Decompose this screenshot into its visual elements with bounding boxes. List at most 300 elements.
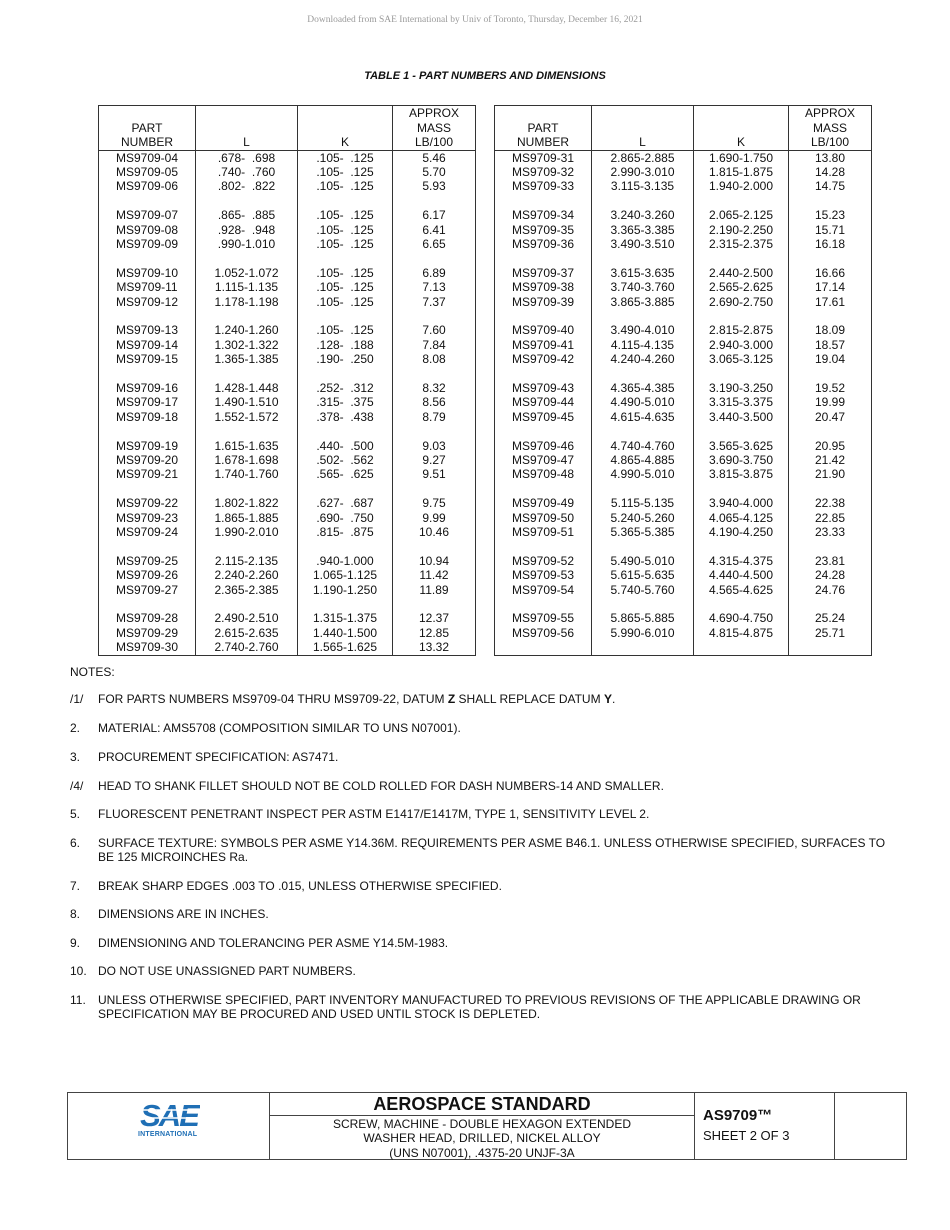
cell-k: .105- .125 (298, 165, 393, 179)
cell-l (592, 640, 694, 655)
cell-part-number (495, 640, 592, 655)
cell-l (592, 251, 694, 265)
note-number: /1/ (70, 692, 84, 706)
cell-part-number: MS9709-43 (495, 381, 592, 395)
cell-mass: 24.28 (789, 568, 872, 582)
cell-part-number: MS9709-41 (495, 338, 592, 352)
cell-l: 1.678-1.698 (196, 453, 298, 467)
cell-l: 5.240-5.260 (592, 511, 694, 525)
table-row-spacer (99, 367, 476, 381)
cell-mass: 11.89 (393, 583, 476, 597)
cell-part-number: MS9709-05 (99, 165, 196, 179)
sae-logo-cell (68, 1093, 270, 1159)
table-row (99, 150, 476, 165)
table-row (495, 381, 872, 395)
sae-logo-subtext: INTERNATIONAL (138, 1131, 198, 1138)
header-part-number: PART NUMBER (495, 106, 592, 151)
table-row (495, 323, 872, 337)
table-row (99, 496, 476, 510)
cell-part-number (495, 424, 592, 438)
cell-k: .105- .125 (298, 150, 393, 165)
cell-part-number (495, 194, 592, 208)
table-row (495, 410, 872, 424)
cell-part-number: MS9709-38 (495, 280, 592, 294)
cell-k: .815- .875 (298, 525, 393, 539)
cell-part-number: MS9709-34 (495, 208, 592, 222)
cell-part-number: MS9709-06 (99, 179, 196, 193)
table-row (495, 453, 872, 467)
table-row-spacer (99, 309, 476, 323)
cell-l: 3.490-4.010 (592, 323, 694, 337)
cell-mass: 19.04 (789, 352, 872, 366)
cell-mass (789, 482, 872, 496)
table-row (495, 467, 872, 481)
cell-part-number: MS9709-24 (99, 525, 196, 539)
cell-mass: 16.66 (789, 266, 872, 280)
cell-part-number: MS9709-40 (495, 323, 592, 337)
cell-k: .565- .625 (298, 467, 393, 481)
table-row (495, 626, 872, 640)
cell-mass: 8.56 (393, 395, 476, 409)
cell-mass: 6.17 (393, 208, 476, 222)
cell-l: 5.865-5.885 (592, 611, 694, 625)
cell-part-number (495, 367, 592, 381)
cell-mass: 9.03 (393, 439, 476, 453)
note-text: DIMENSIONING AND TOLERANCING PER ASME Y14.5M-1983. (98, 936, 449, 950)
cell-l (592, 367, 694, 381)
cell-k (298, 424, 393, 438)
cell-part-number: MS9709-37 (495, 266, 592, 280)
cell-k (694, 367, 789, 381)
cell-l: 1.302-1.322 (196, 338, 298, 352)
cell-l (592, 309, 694, 323)
cell-k: 3.440-3.500 (694, 410, 789, 424)
cell-l: 1.240-1.260 (196, 323, 298, 337)
note-text: BREAK SHARP EDGES .003 TO .015, UNLESS OTHERWISE SPECIFIED. (98, 879, 502, 893)
cell-l: 5.615-5.635 (592, 568, 694, 582)
cell-k: 2.565-2.625 (694, 280, 789, 294)
cell-mass (393, 367, 476, 381)
cell-l: 2.615-2.635 (196, 626, 298, 640)
table-row (99, 295, 476, 309)
note-item (70, 692, 890, 706)
cell-part-number: MS9709-32 (495, 165, 592, 179)
note-item (70, 879, 890, 893)
cell-mass (393, 539, 476, 553)
cell-part-number: MS9709-28 (99, 611, 196, 625)
cell-part-number (495, 482, 592, 496)
cell-part-number: MS9709-10 (99, 266, 196, 280)
note-number: 8. (70, 907, 81, 921)
table-row (495, 150, 872, 165)
cell-k (298, 309, 393, 323)
note-text: FOR PARTS NUMBERS MS9709-04 THRU MS9709-22, DATUM Z SHALL REPLACE DATUM Y. (98, 692, 616, 706)
table-row (495, 338, 872, 352)
cell-part-number (495, 539, 592, 553)
table-row (99, 395, 476, 409)
cell-part-number (99, 194, 196, 208)
cell-part-number: MS9709-23 (99, 511, 196, 525)
cell-k (694, 640, 789, 655)
cell-l: 5.740-5.760 (592, 583, 694, 597)
note-text: FLUORESCENT PENETRANT INSPECT PER ASTM E1417/E1417M, TYPE 1, SENSITIVITY LEVEL 2. (98, 807, 650, 821)
note-text: HEAD TO SHANK FILLET SHOULD NOT BE COLD ROLLED FOR DASH NUMBERS-14 AND SMALLER. (98, 779, 664, 793)
cell-part-number: MS9709-51 (495, 525, 592, 539)
document-number-cell (695, 1093, 835, 1159)
cell-l: 3.740-3.760 (592, 280, 694, 294)
cell-mass (393, 424, 476, 438)
cell-mass: 18.57 (789, 338, 872, 352)
table-row (495, 554, 872, 568)
notes-heading: NOTES: (70, 665, 115, 679)
cell-l: 2.115-2.135 (196, 554, 298, 568)
table-row (99, 352, 476, 366)
cell-part-number: MS9709-19 (99, 439, 196, 453)
cell-k: .105- .125 (298, 237, 393, 251)
cell-part-number: MS9709-42 (495, 352, 592, 366)
cell-part-number: MS9709-17 (99, 395, 196, 409)
cell-l: 3.365-3.385 (592, 223, 694, 237)
cell-part-number (99, 367, 196, 381)
cell-mass (393, 482, 476, 496)
cell-l: 2.990-3.010 (592, 165, 694, 179)
note-text: DIMENSIONS ARE IN INCHES. (98, 907, 269, 921)
table-row (495, 568, 872, 582)
cell-k: 2.440-2.500 (694, 266, 789, 280)
table-row (99, 453, 476, 467)
header-approx-mass: APPROX MASS LB/100 (393, 106, 476, 151)
note-item (70, 964, 890, 978)
cell-mass: 12.37 (393, 611, 476, 625)
header-part-number: PART NUMBER (99, 106, 196, 151)
cell-mass (789, 194, 872, 208)
cell-mass (789, 539, 872, 553)
cell-l: 2.740-2.760 (196, 640, 298, 655)
cell-k: 1.690-1.750 (694, 150, 789, 165)
cell-part-number: MS9709-30 (99, 640, 196, 655)
cell-l: 1.052-1.072 (196, 266, 298, 280)
cell-k: 4.565-4.625 (694, 583, 789, 597)
table-row-spacer (495, 309, 872, 323)
note-item (70, 779, 890, 793)
cell-part-number (99, 309, 196, 323)
cell-part-number: MS9709-22 (99, 496, 196, 510)
cell-l (196, 251, 298, 265)
cell-mass: 14.28 (789, 165, 872, 179)
cell-mass: 7.84 (393, 338, 476, 352)
cell-k: .105- .125 (298, 223, 393, 237)
cell-k: 4.315-4.375 (694, 554, 789, 568)
cell-part-number: MS9709-47 (495, 453, 592, 467)
note-number: 5. (70, 807, 81, 821)
cell-k (298, 251, 393, 265)
cell-part-number: MS9709-54 (495, 583, 592, 597)
table-row (495, 208, 872, 222)
cell-mass (789, 251, 872, 265)
cell-k: 4.065-4.125 (694, 511, 789, 525)
svg-text:SAE: SAE (140, 1099, 198, 1131)
cell-mass: 5.93 (393, 179, 476, 193)
cell-k: 2.190-2.250 (694, 223, 789, 237)
cell-mass: 15.71 (789, 223, 872, 237)
cell-k: 2.815-2.875 (694, 323, 789, 337)
cell-k: 4.815-4.875 (694, 626, 789, 640)
table-row (99, 467, 476, 481)
cell-mass: 15.23 (789, 208, 872, 222)
cell-l (196, 194, 298, 208)
cell-l: 1.740-1.760 (196, 467, 298, 481)
cell-part-number (99, 539, 196, 553)
cell-k: .105- .125 (298, 295, 393, 309)
cell-k: 3.815-3.875 (694, 467, 789, 481)
cell-k (298, 482, 393, 496)
cell-mass: 8.79 (393, 410, 476, 424)
table-row (99, 439, 476, 453)
note-number: /4/ (70, 779, 84, 793)
cell-mass: 25.24 (789, 611, 872, 625)
cell-part-number: MS9709-52 (495, 554, 592, 568)
table-row (99, 338, 476, 352)
cell-part-number: MS9709-20 (99, 453, 196, 467)
cell-k: 1.190-1.250 (298, 583, 393, 597)
cell-l: 3.615-3.635 (592, 266, 694, 280)
document-number: AS9709™ (703, 1107, 773, 1124)
table-row-spacer (99, 539, 476, 553)
table-row (99, 640, 476, 655)
table-row-spacer (99, 194, 476, 208)
cell-part-number: MS9709-36 (495, 237, 592, 251)
cell-part-number: MS9709-55 (495, 611, 592, 625)
cell-l: 2.865-2.885 (592, 150, 694, 165)
header-l: L (592, 106, 694, 151)
cell-k: 2.690-2.750 (694, 295, 789, 309)
cell-part-number (99, 424, 196, 438)
title-cell (270, 1093, 695, 1159)
cell-k: .105- .125 (298, 280, 393, 294)
cell-l: 2.365-2.385 (196, 583, 298, 597)
table-row (495, 237, 872, 251)
cell-k: 1.940-2.000 (694, 179, 789, 193)
cell-part-number: MS9709-45 (495, 410, 592, 424)
cell-l (196, 309, 298, 323)
cell-mass: 8.32 (393, 381, 476, 395)
cell-k: .105- .125 (298, 179, 393, 193)
cell-k: 2.065-2.125 (694, 208, 789, 222)
cell-part-number (99, 597, 196, 611)
cell-mass (789, 640, 872, 655)
cell-mass: 10.94 (393, 554, 476, 568)
cell-l (592, 539, 694, 553)
table-row (495, 496, 872, 510)
table-row-spacer (99, 482, 476, 496)
table-row (99, 410, 476, 424)
cell-mass: 5.46 (393, 150, 476, 165)
sae-logo-icon (138, 1099, 200, 1131)
cell-part-number (495, 309, 592, 323)
cell-mass: 8.08 (393, 352, 476, 366)
table-row (99, 626, 476, 640)
cell-mass (393, 194, 476, 208)
cell-k (298, 597, 393, 611)
cell-k (694, 482, 789, 496)
cell-mass: 9.27 (393, 453, 476, 467)
table-row (495, 511, 872, 525)
table-row (99, 323, 476, 337)
cell-k: 3.190-3.250 (694, 381, 789, 395)
cell-l: 1.990-2.010 (196, 525, 298, 539)
note-item (70, 836, 890, 865)
cell-part-number: MS9709-14 (99, 338, 196, 352)
cell-l: 3.240-3.260 (592, 208, 694, 222)
note-item (70, 936, 890, 950)
cell-mass: 11.42 (393, 568, 476, 582)
cell-l: 3.490-3.510 (592, 237, 694, 251)
table-row (99, 511, 476, 525)
cell-l (592, 424, 694, 438)
table-row (495, 179, 872, 193)
cell-mass: 13.32 (393, 640, 476, 655)
cell-k: 4.440-4.500 (694, 568, 789, 582)
cell-part-number: MS9709-09 (99, 237, 196, 251)
cell-l: 1.552-1.572 (196, 410, 298, 424)
cell-part-number: MS9709-11 (99, 280, 196, 294)
cell-part-number: MS9709-53 (495, 568, 592, 582)
cell-l: 4.490-5.010 (592, 395, 694, 409)
cell-part-number: MS9709-39 (495, 295, 592, 309)
cell-part-number: MS9709-35 (495, 223, 592, 237)
cell-k: .378- .438 (298, 410, 393, 424)
cell-l: .678- .698 (196, 150, 298, 165)
cell-k: 2.940-3.000 (694, 338, 789, 352)
cell-part-number: MS9709-27 (99, 583, 196, 597)
cell-mass (789, 309, 872, 323)
cell-mass: 12.85 (393, 626, 476, 640)
note-item (70, 993, 890, 1022)
cell-l: 5.115-5.135 (592, 496, 694, 510)
table-row-spacer (495, 482, 872, 496)
cell-part-number (99, 482, 196, 496)
cell-mass (789, 597, 872, 611)
note-number: 3. (70, 750, 81, 764)
cell-k: .627- .687 (298, 496, 393, 510)
cell-k: .252- .312 (298, 381, 393, 395)
cell-mass: 6.65 (393, 237, 476, 251)
cell-mass (393, 597, 476, 611)
cell-part-number: MS9709-07 (99, 208, 196, 222)
cell-k (298, 539, 393, 553)
table-row (99, 568, 476, 582)
note-text: PROCUREMENT SPECIFICATION: AS7471. (98, 750, 339, 764)
cell-k (694, 194, 789, 208)
cell-k (694, 597, 789, 611)
cell-l: .740- .760 (196, 165, 298, 179)
cell-part-number: MS9709-50 (495, 511, 592, 525)
cell-mass: 22.85 (789, 511, 872, 525)
table-row-spacer (495, 424, 872, 438)
cell-l: 4.240-4.260 (592, 352, 694, 366)
cell-l (592, 482, 694, 496)
cell-part-number: MS9709-26 (99, 568, 196, 582)
cell-k (298, 367, 393, 381)
cell-part-number: MS9709-04 (99, 150, 196, 165)
cell-l: 3.115-3.135 (592, 179, 694, 193)
cell-part-number: MS9709-56 (495, 626, 592, 640)
note-text: MATERIAL: AMS5708 (COMPOSITION SIMILAR TO UNS N07001). (98, 721, 461, 735)
cell-l (196, 482, 298, 496)
table-row (99, 179, 476, 193)
table-row (495, 439, 872, 453)
table-row (99, 223, 476, 237)
cell-l: 4.865-4.885 (592, 453, 694, 467)
cell-mass (393, 251, 476, 265)
table-row-spacer (495, 539, 872, 553)
cell-k: 3.565-3.625 (694, 439, 789, 453)
note-number: 10. (70, 964, 87, 978)
table-row (495, 611, 872, 625)
cell-l: .990-1.010 (196, 237, 298, 251)
table-row-spacer (99, 597, 476, 611)
cell-l (196, 539, 298, 553)
cell-mass: 17.61 (789, 295, 872, 309)
cell-mass (393, 309, 476, 323)
cell-k: 3.940-4.000 (694, 496, 789, 510)
table-row (99, 165, 476, 179)
cell-mass: 7.37 (393, 295, 476, 309)
cell-mass: 9.75 (393, 496, 476, 510)
cell-k: 1.565-1.625 (298, 640, 393, 655)
cell-l: 4.615-4.635 (592, 410, 694, 424)
cell-l (592, 194, 694, 208)
cell-mass: 13.80 (789, 150, 872, 165)
cell-part-number: MS9709-25 (99, 554, 196, 568)
cell-mass: 16.18 (789, 237, 872, 251)
cell-mass: 23.33 (789, 525, 872, 539)
table-row (99, 266, 476, 280)
note-text: UNLESS OTHERWISE SPECIFIED, PART INVENTORY MANUFACTURED TO PREVIOUS REVISIONS OF THE APPLICABLE DRAWING OR SPECIFICATION MAY BE PROCURED AND USED UNTIL STOCK IS DEPLETED. (98, 993, 861, 1022)
cell-part-number (99, 251, 196, 265)
header-l: L (196, 106, 298, 151)
table-row (495, 223, 872, 237)
cell-l: 5.990-6.010 (592, 626, 694, 640)
cell-k: 3.065-3.125 (694, 352, 789, 366)
cell-l (196, 367, 298, 381)
cell-k: 3.315-3.375 (694, 395, 789, 409)
note-text: SURFACE TEXTURE: SYMBOLS PER ASME Y14.36M. REQUIREMENTS PER ASME B46.1. UNLESS OTHERWISE SPECIFIED, SURFACES TO BE 125 MICROINCHES Ra. (98, 836, 886, 865)
cell-k: .190- .250 (298, 352, 393, 366)
cell-k: .502- .562 (298, 453, 393, 467)
download-watermark: Downloaded from SAE International by Univ of Toronto, Thursday, December 16, 2021 (307, 15, 643, 25)
cell-mass: 19.52 (789, 381, 872, 395)
cell-mass (789, 367, 872, 381)
table-row (99, 381, 476, 395)
cell-l (196, 424, 298, 438)
cell-mass: 7.60 (393, 323, 476, 337)
table-title: TABLE 1 - PART NUMBERS AND DIMENSIONS (364, 70, 606, 82)
table-row (495, 165, 872, 179)
table-row-spacer (495, 367, 872, 381)
table-row (495, 295, 872, 309)
cell-l: 2.240-2.260 (196, 568, 298, 582)
table-row-spacer (495, 194, 872, 208)
cell-k (694, 251, 789, 265)
table-row (495, 352, 872, 366)
cell-part-number: MS9709-49 (495, 496, 592, 510)
table-row-spacer (99, 424, 476, 438)
parts-table-right (494, 105, 872, 656)
cell-l: .928- .948 (196, 223, 298, 237)
cell-l: 1.115-1.135 (196, 280, 298, 294)
cell-part-number: MS9709-15 (99, 352, 196, 366)
